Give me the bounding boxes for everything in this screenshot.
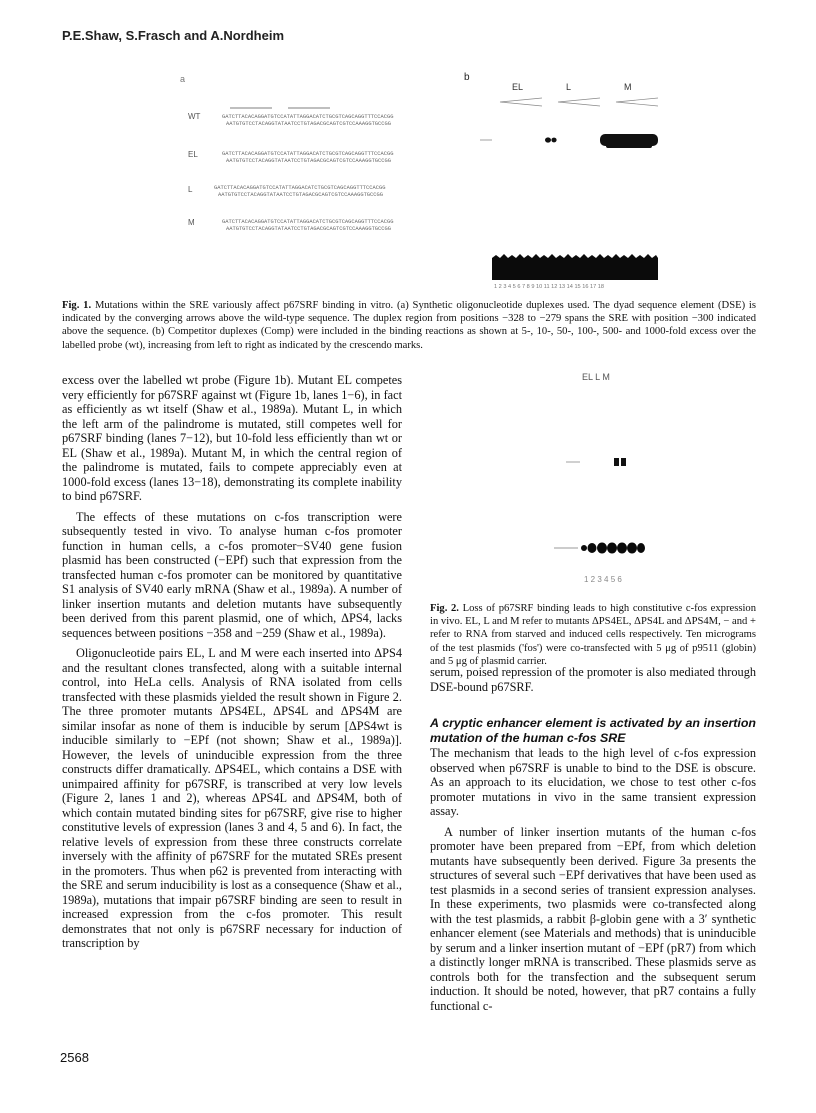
fig2-lane-numbers: 1 2 3 4 5 6 (584, 575, 622, 584)
running-header: P.E.Shaw, S.Frasch and A.Nordheim (62, 28, 285, 43)
left-paragraph-3: Oligonucleotide pairs EL, L and M were each inserted into ΔPS4 and the resultant clones transfected, along with a suitable internal control, into HeLa cells. Analysis of RNA isolated from cells transfected with these plasmids yielded the result shown in Figure 2. The three promoter mutants ΔPS4EL, ΔPS4L and ΔPS4M are similar insofar as none of them is inducible by serum [ΔPS4wt is inducible similarly to −EPf (not shown; Shaw et al., 1989a)]. However, the levels of uninducible expression from the three constructs differ dramatically. ΔPS4EL, which contains a DSE with unimpaired affinity for p67SRF, is transcribed at very low levels (Figure 2, lanes 1 and 2), whereas ΔPS4L and ΔPS4M, both of which contain mutated binding sites for p67SRF, give rise to higher constitutive levels of expression (lanes 3 and 4, 5 and 6). In fact, the relative levels of expression from these three constructs correlate inversely with the affinity of p67SRF for the mutated SREs present in the promoters. Thus when p62 is prevented from interacting with the SRE and serum inducibility is lost as a consequence (Shaw et al., 1989a), mutations that impair p67SRF binding are seen to result in increased expression from the c-fos promoter. This result demonstrates that not only is p67SRF necessary for induction of transcription by (62, 646, 402, 950)
seq-l-top: GATCTTACACAGGATGTCCATATTAGGACATCTGCGTCAGCAGGTTTCCACGG (214, 185, 386, 191)
figure-1-caption (62, 299, 756, 352)
free-probe-band (492, 254, 658, 280)
right-column (430, 665, 756, 1019)
figure-1-caption-text: Mutations within the SRE variously affect p67SRF binding in vitro. (a) Synthetic oligonucleotide duplexes used. The dyad sequence element (DSE) is indicated by the converging arrows above the wild-type sequence. The duplex region from positions −328 to −279 spans the SRE with position −300 indicated above the sequence. (b) Competitor duplexes (Comp) were included in the binding reactions as shown at 5-, 10-, 50-, 100-, 500- and 1000-fold excess over the labelled probe (wt), increasing from left to right as indicated by the crescendo marks. (62, 300, 756, 351)
lane-group-el: EL (512, 82, 524, 92)
lane-group-m: M (624, 82, 632, 92)
row-label-el: EL (188, 150, 198, 159)
left-column (62, 373, 402, 957)
lane-numbers: 1 2 3 4 5 6 7 8 9 10 11 12 13 14 15 16 17 18 (494, 284, 605, 290)
seq-m-top: GATCTTACACAGGATGTCCATATTAGGACATCTGCGTCAGCAGGTTTCCACGG (222, 219, 394, 225)
fig2-main-bands (581, 543, 645, 554)
row-label-m: M (188, 218, 195, 227)
lane-group-l: L (566, 82, 572, 92)
seq-m-bottom: AATGTGTCCTACAGGTATAATCCTGTAGACGCAGTCGTCCAAAGGTGCCGG (226, 226, 391, 232)
page-number: 2568 (60, 1050, 89, 1065)
section-heading: A cryptic enhancer element is activated by an insertion mutation of the human c-fos SRE (430, 716, 756, 745)
figure-2 (540, 370, 680, 592)
right-paragraph-3: A number of linker insertion mutants of the human c-fos promoter have been prepared from −EPf, from which deletion mutants have subsequently been derived. Figure 3a presents the structures of several such −EPf derivatives that have been used as test plasmids in a second series of transient expression analyses. In these experiments, two plasmids were co-transfected along with the test plasmids, a rabbit β-globin gene with a 3′ synthetic enhancer element (see Materials and methods) that is uninducible by serum and a linker insertion mutant of −EPf (pR7) from which a distinctly longer mRNA is transcribed. These plasmids serve as controls both for the transfection and the subsequent serum induction. It should be noted, however, that pR7 contains a fully functional c- (430, 824, 756, 1013)
panel-b-label: b (464, 72, 470, 83)
figure-2-caption (430, 602, 756, 668)
right-paragraph-2: The mechanism that leads to the high level of c-fos expression observed when p67SRF is unable to bind to the DSE is obscure. As an approach to its elucidation, we chose to test other c-fos promoter mutations in vivo in the same transient expression assay. (430, 746, 756, 818)
fig2-band-top-2 (621, 458, 626, 466)
row-label-l: L (188, 185, 193, 194)
figure-2-caption-label: Fig. 2. (430, 603, 459, 614)
crescendo-marks (500, 98, 658, 106)
figure-2-caption-text: Loss of p67SRF binding leads to high constitutive c-fos expression in vivo. EL, L and M refer to mutants ΔPS4EL, ΔPS4L and ΔPS4M, − and + refer to RNA from starved and induced cells respectively. Ten micrograms of the test plasmids ('fos') were co-transfected with 5 μg of p9511 (globin) and 5 μg of plasmid carrier. (430, 603, 756, 667)
left-paragraph-1: excess over the labelled wt probe (Figure 1b). Mutant EL competes very efficiently for p67SRF against wt (Figure 1b, lanes 1−6), in fact as efficiently as wt itself (Shaw et al., 1989a). Mutant L, in which the left arm of the palindrome is mutated, still competes well for p67SRF binding (lanes 7−12), but 10-fold less efficiently than wt or EL (Shaw et al., 1989a). Mutant M, in which the central region of the palindrome is mutated, fails to compete appreciably even at 1000-fold excess (lanes 13−18), demonstrating its complete inability to bind p67SRF. (62, 373, 402, 503)
fig2-top-labels: EL L M (582, 372, 610, 382)
seq-l-bottom: AATGTGTCCTACAGGTATAATCCTGTAGACGCAGTCGTCCAAAGGTGCCGG (218, 192, 383, 198)
panel-a-label: a (180, 74, 186, 84)
figure-1 (180, 68, 660, 290)
right-paragraph-1: serum, poised repression of the promoter is also mediated through DSE-bound p67SRF. (430, 665, 756, 694)
fig2-band-top-1 (614, 458, 619, 466)
seq-el-top: GATCTTACACAGGATGTCCATATTAGGACATCTGCGTCAGCAGGTTTCCACGG (222, 151, 394, 157)
row-label-wt: WT (188, 112, 201, 121)
seq-el-bottom: AATGTGTCCTACAGGTATAATCCTGTAGACGCAGTCGTCCAAAGGTGCCGG (226, 158, 391, 164)
seq-wt-bottom: AATGTGTCCTACAGGTATAATCCTGTAGACGCAGTCGTCCAAAGGTGCCGG (226, 121, 391, 127)
seq-wt-top: GATCTTACACAGGATGTCCATATTAGGACATCTGCGTCAGCAGGTTTCCACGG (222, 114, 394, 120)
gel-bands (545, 134, 658, 148)
figure-1-caption-label: Fig. 1. (62, 300, 92, 311)
left-paragraph-2: The effects of these mutations on c-fos transcription were subsequently tested in vivo. To analyse human c-fos promoter function in human cells, a c-fos promoter−SV40 gene fusion plasmid has been constructed (−EPf) such that expression from the transfected human c-fos promoter can be monitored by quantitative S1 analysis of SV40 early mRNA (Shaw et al., 1989a). A number of linker insertion mutants and deletion mutants have subsequently been derived from this parent plasmid, one of which, ΔPS4, lacks sequences between positions −358 and −259 (Shaw et al., 1989a). (62, 509, 402, 640)
